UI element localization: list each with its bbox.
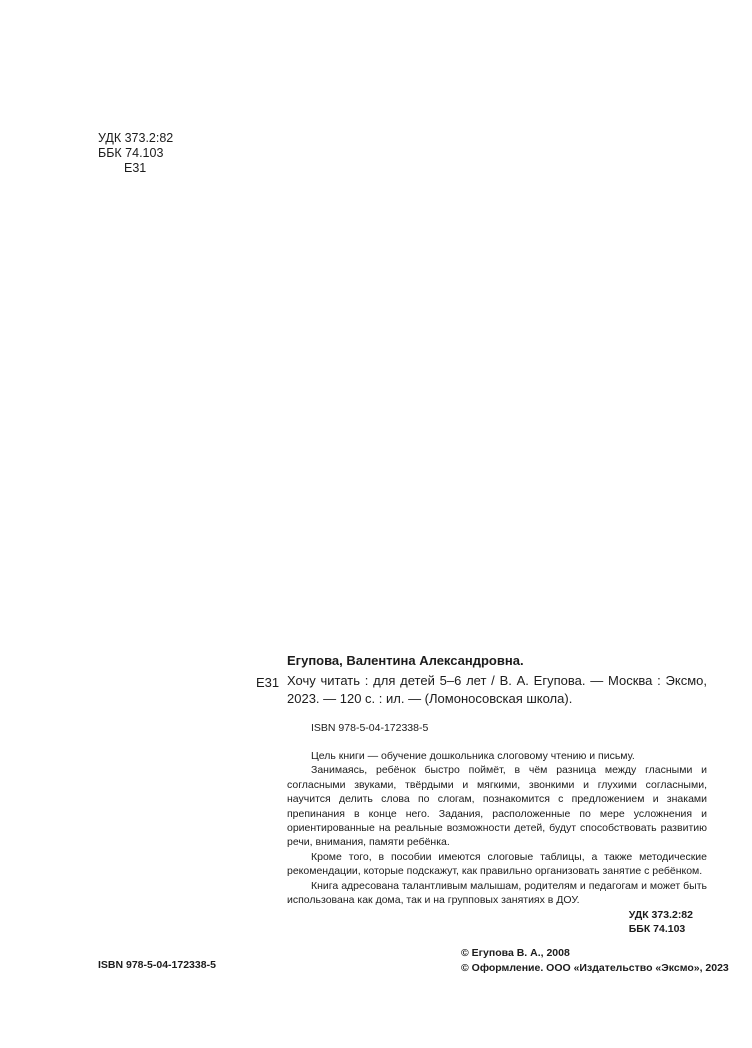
classification-codes-top — [98, 131, 173, 176]
card-classification-codes — [287, 909, 707, 936]
copyright-author: © Егупова В. А., 2008 — [461, 947, 570, 959]
copyright-design: © Оформление. ООО «Издательство «Эксмо», 2023 — [461, 962, 729, 974]
card-bibliographic-record: Хочу читать : для детей 5–6 лет / В. А. Егупова. — Москва : Эксмо, 2023. — 120 с. : ил. — (Ломоносовская школа). — [287, 673, 707, 706]
card-udk: УДК 373.2:82 — [628, 909, 693, 922]
card-abstract — [287, 749, 707, 907]
catalog-card — [287, 652, 707, 936]
copyright-block — [461, 946, 729, 976]
abstract-paragraph: Занимаясь, ребёнок быстро поймёт, в чём разница между гласными и согласными звуками, твёрдыми и мягкими, звонкими и глухими согласными, научится делить слова по слогам, познакомится с предложением и знаками препинания в конце него. Задания, расположенные по мере усложнения и ориентированные на реальные возможности детей, будут способствовать развитию речи, внимания, памяти ребёнка. — [287, 764, 707, 849]
bbk-code: ББК 74.103 — [98, 146, 164, 160]
card-author-mark: Е31 — [256, 675, 280, 690]
udk-code: УДК 373.2:82 — [98, 131, 174, 145]
abstract-paragraph: Цель книги — обучение дошкольника слоговому чтению и письму. — [311, 750, 635, 762]
isbn-footer: ISBN 978-5-04-172338-5 — [98, 959, 216, 971]
card-bbk: ББК 74.103 — [628, 922, 686, 935]
card-isbn: ISBN 978-5-04-172338-5 — [311, 722, 429, 734]
author-mark: Е31 — [124, 161, 147, 175]
abstract-paragraph: Книга адресована талантливым малышам, родителям и педагогам и может быть использована как дома, так и на групповых занятиях в ДОУ. — [287, 879, 707, 907]
abstract-paragraph: Кроме того, в пособии имеются слоговые таблицы, а также методические рекомендации, которые подскажут, как правильно организовать занятие с ребёнком. — [287, 850, 707, 878]
card-author: Егупова, Валентина Александровна. — [287, 653, 524, 668]
